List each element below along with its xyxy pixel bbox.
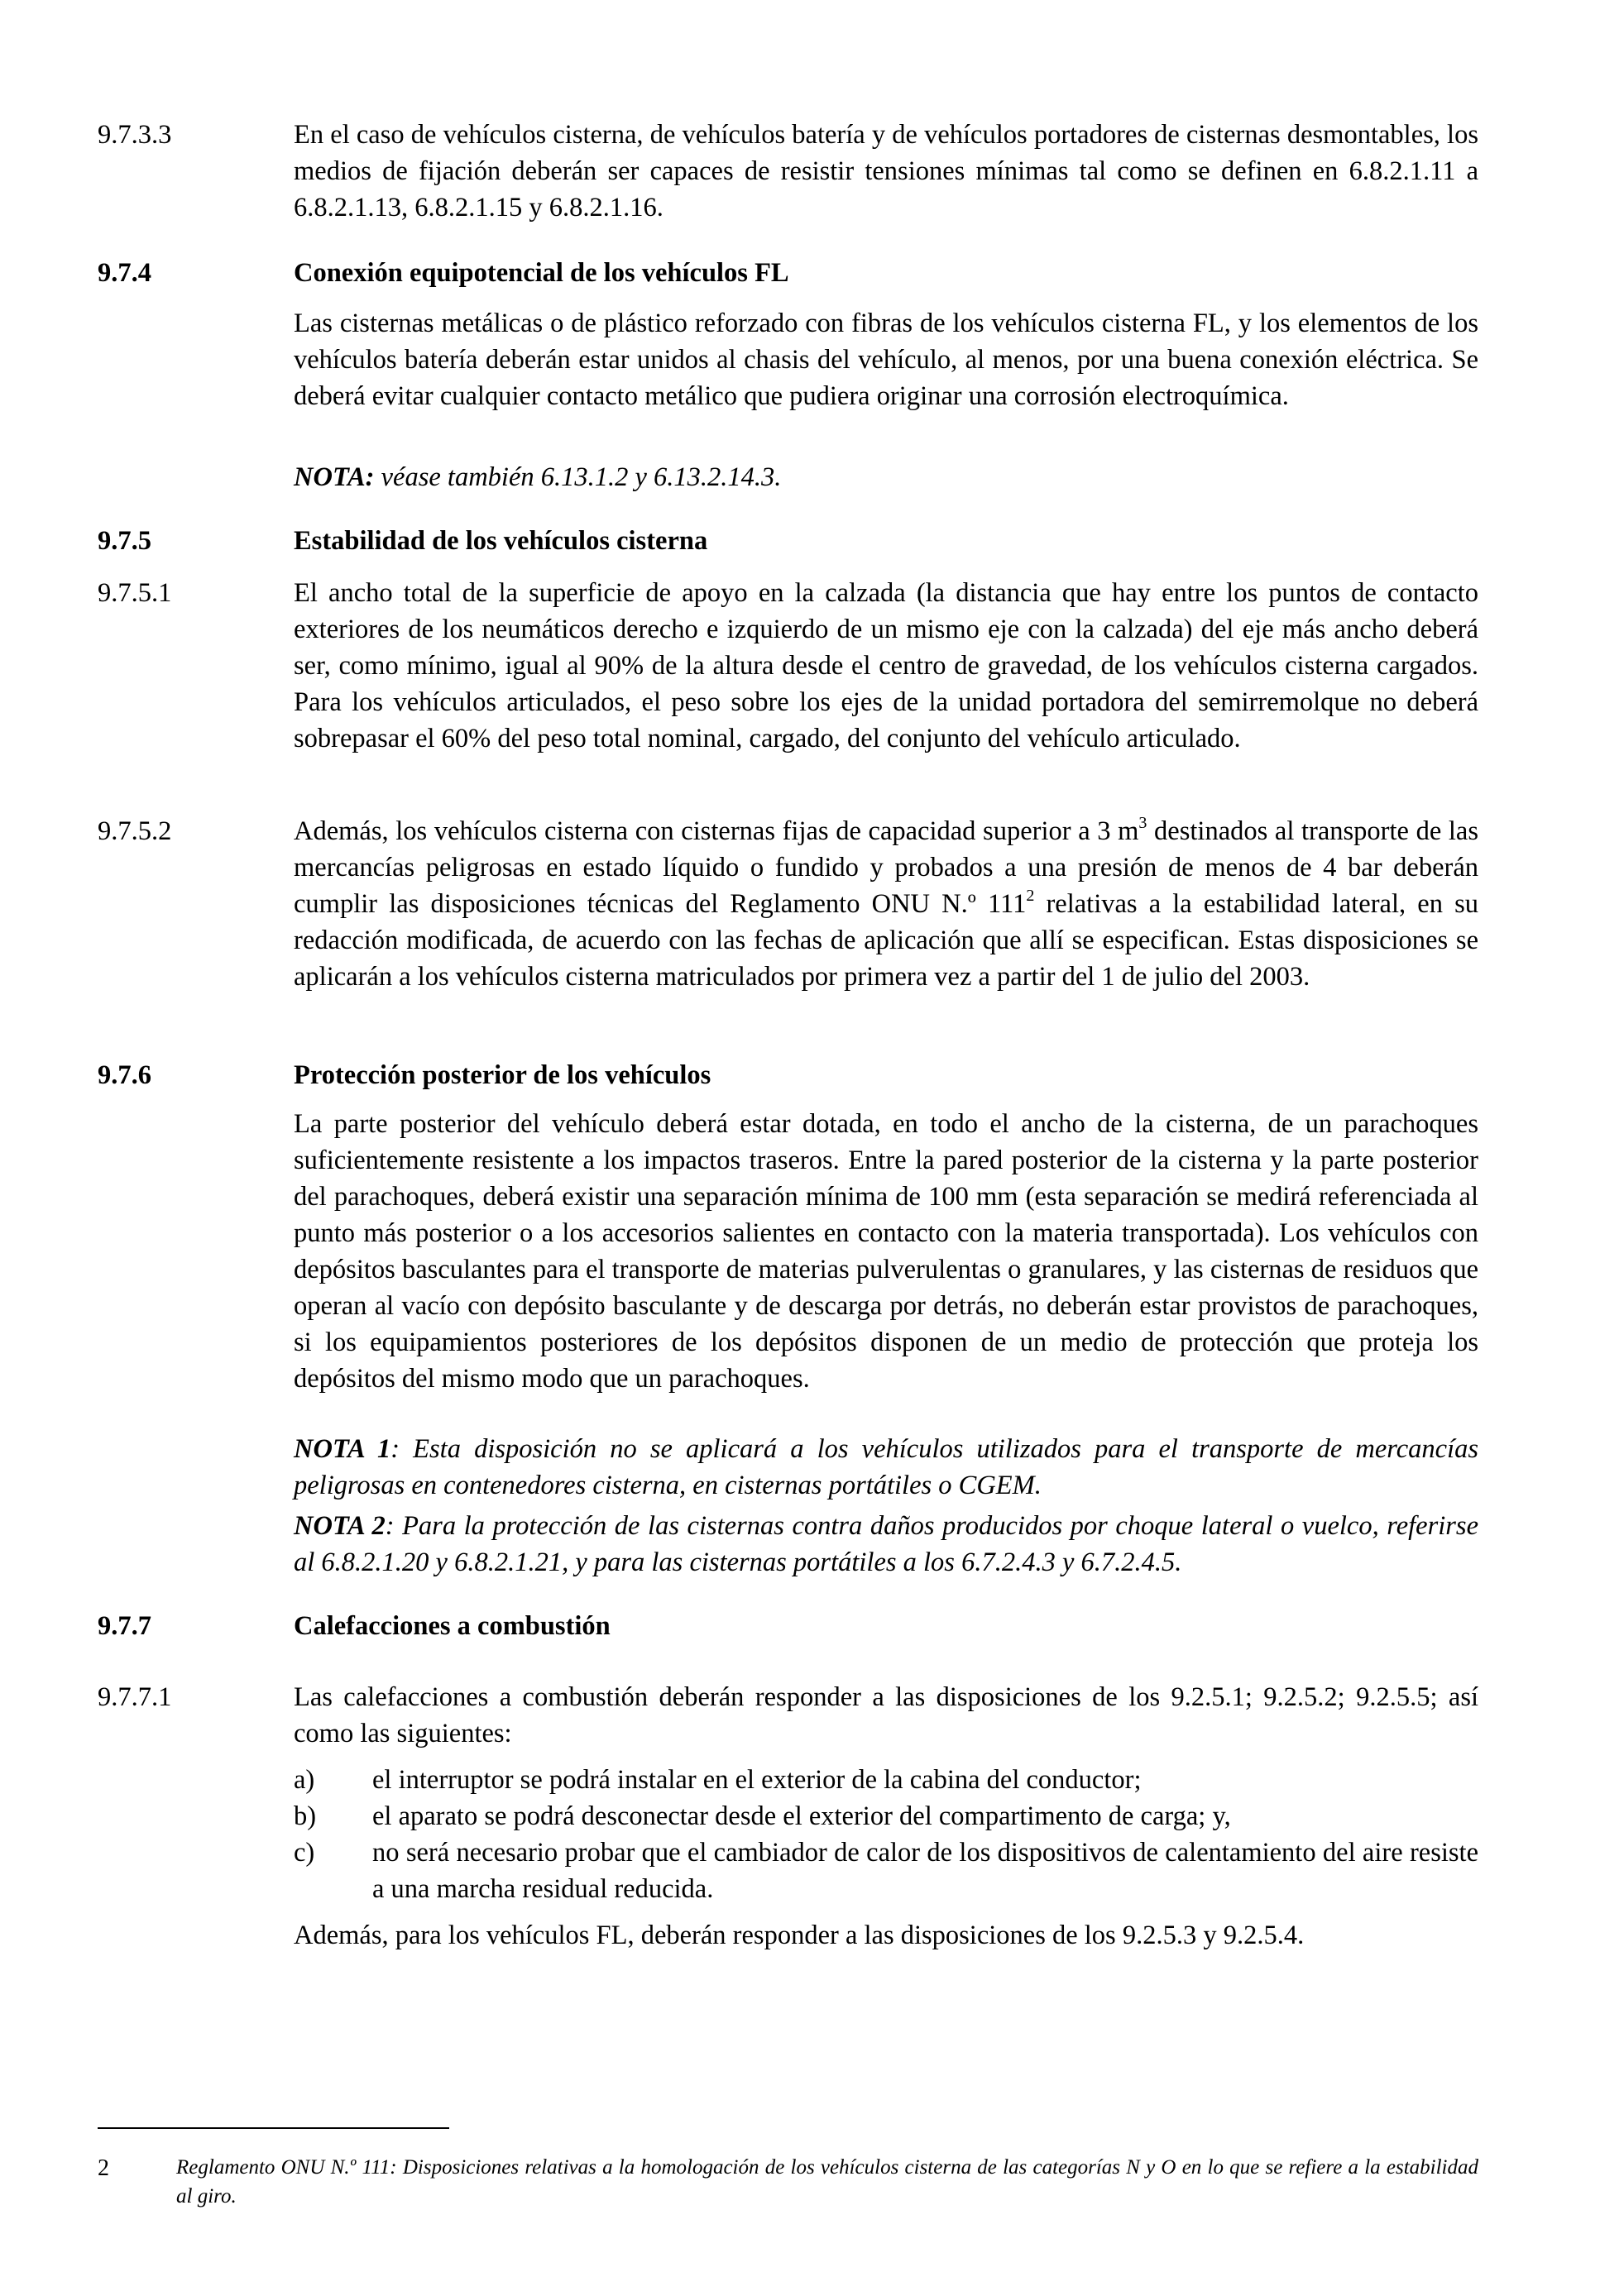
section-heading: Protección posterior de los vehículos: [294, 1060, 711, 1090]
note-label: NOTA:: [294, 462, 375, 492]
section-heading: Conexión equipotencial de los vehículos FL: [294, 258, 789, 288]
section-number: 9.7.5: [98, 526, 151, 556]
section-heading: Calefacciones a combustión: [294, 1611, 611, 1641]
paragraph-9-7-6: La parte posterior del vehículo deberá estar dotada, en todo el ancho de la cisterna, de un parachoques suficientemente resistente a los impactos traseros. Entre la pared posterior de la cisterna y la parte posterior del parachoques, deberá existir una separación mínima de 100 mm (esta separación se medirá referenciada al punto más posterior o a los accesorios salientes en contacto con la materia transportada). Los vehículos con depósitos basculantes para el transporte de materias pulverulentas o granulares, y las cisternas de residuos que operan al vacío con depósito basculante y de descarga por detrás, no deberán estar provistos de parachoques, si los equipamientos posteriores de los depósitos disponen de un medio de protección que proteja los depósitos del mismo modo que un parachoques.: [294, 1109, 1478, 1394]
section-number: 9.7.5.1: [98, 578, 172, 608]
list-item-text: no será necesario probar que el cambiador de calor de los dispositivos de calentamiento del aire resiste a una marcha residual reducida.: [372, 1838, 1478, 1904]
paragraph-9-7-4: Las cisternas metálicas o de plástico reforzado con fibras de los vehículos cisterna FL, y los elementos de los vehículos batería deberán estar unidos al chasis del vehículo, al menos, por una buena conexión eléctrica. Se deberá evitar cualquier contacto metálico que pudiera originar una corrosión electroquímica.: [294, 309, 1478, 411]
section-number: 9.7.6: [98, 1060, 151, 1090]
paragraph-fragment: Además, los vehículos cisterna con cisternas fijas de capacidad superior a 3 m: [294, 816, 1139, 846]
section-heading: Estabilidad de los vehículos cisterna: [294, 526, 708, 556]
paragraph-9-7-5-2: [294, 813, 1478, 995]
section-number: 9.7.3.3: [98, 120, 172, 150]
note-label: NOTA 2: [294, 1511, 386, 1541]
note-label: NOTA 1: [294, 1434, 391, 1464]
list-item-label: c): [294, 1838, 315, 1868]
paragraph-9-7-5-1: El ancho total de la superficie de apoyo en la calzada (la distancia que hay entre los puntos de contacto exteriores de los neumáticos derecho e izquierdo de un mismo eje con la calzada) del eje más ancho deberá ser, como mínimo, igual al 90% de la altura desde el centro de gravedad, de los vehículos cisterna cargados. Para los vehículos articulados, el peso sobre los ejes de la unidad portadora del semirremolque no deberá sobrepasar el 60% del peso total nominal, cargado, del conjunto del vehículo articulado.: [294, 578, 1478, 753]
section-number: 9.7.7.1: [98, 1682, 172, 1712]
note-1-9-7-6: [294, 1431, 1478, 1504]
list-item-label: b): [294, 1801, 317, 1831]
superscript: 3: [1138, 814, 1147, 832]
list-item-text: el interruptor se podrá instalar en el exterior de la cabina del conductor;: [372, 1765, 1142, 1795]
section-number: 9.7.5.2: [98, 816, 172, 846]
footnote-number: 2: [98, 2155, 109, 2181]
section-number: 9.7.7: [98, 1611, 151, 1641]
note-text: : Esta disposición no se aplicará a los vehículos utilizados para el transporte de mercancías peligrosas en contenedores cisterna, en cisternas portátiles o CGEM.: [294, 1434, 1478, 1500]
list-item-text: el aparato se podrá desconectar desde el exterior del compartimento de carga; y,: [372, 1801, 1231, 1831]
note-9-7-4: [294, 459, 1478, 495]
footnote-text: Reglamento ONU N.º 111: Disposiciones relativas a la homologación de los vehículos cisterna de las categorías N y O en lo que se refiere a la estabilidad al giro.: [176, 2156, 1478, 2208]
paragraph-9-7-3-3: En el caso de vehículos cisterna, de vehículos batería y de vehículos portadores de cisternas desmontables, los medios de fijación deberán ser capaces de resistir tensiones mínimas tal como se definen en 6.8.2.1.11 a 6.8.2.1.13, 6.8.2.1.15 y 6.8.2.1.16.: [294, 120, 1478, 222]
footnote-ref: 2: [1026, 887, 1035, 905]
section-number: 9.7.4: [98, 258, 151, 288]
note-text: : Para la protección de las cisternas contra daños producidos por choque lateral o vuelco, referirse al 6.8.2.1.20 y 6.8.2.1.21, y para las cisternas portátiles a los 6.7.2.4.3 y 6.7.2.4.5.: [294, 1511, 1479, 1577]
paragraph-9-7-7-1: Las calefacciones a combustión deberán responder a las disposiciones de los 9.2.5.1; 9.2.5.2; 9.2.5.5; así como las siguientes:: [294, 1682, 1478, 1748]
paragraph-fragment: destinados al transporte de las mercancías peligrosas en estado líquido o fundido y probados a una presión de menos de 4 bar deberán cumplir las disposiciones técnicas del Reglamento ONU N.º 111: [294, 816, 1478, 919]
paragraph-closing: Además, para los vehículos FL, deberán responder a las disposiciones de los 9.2.5.3 y 9.2.5.4.: [294, 1921, 1305, 1950]
note-2-9-7-6: [294, 1508, 1478, 1581]
list-item-label: a): [294, 1765, 315, 1795]
paragraph-fragment: relativas a la estabilidad lateral, en su redacción modificada, de acuerdo con las fechas de aplicación que allí se especifican. Estas disposiciones se aplicarán a los vehículos cisterna matriculados por primera vez a partir del 1 de julio del 2003.: [294, 889, 1478, 992]
footnote-divider: [98, 2127, 449, 2129]
note-text: véase también 6.13.1.2 y 6.13.2.14.3.: [374, 462, 782, 492]
